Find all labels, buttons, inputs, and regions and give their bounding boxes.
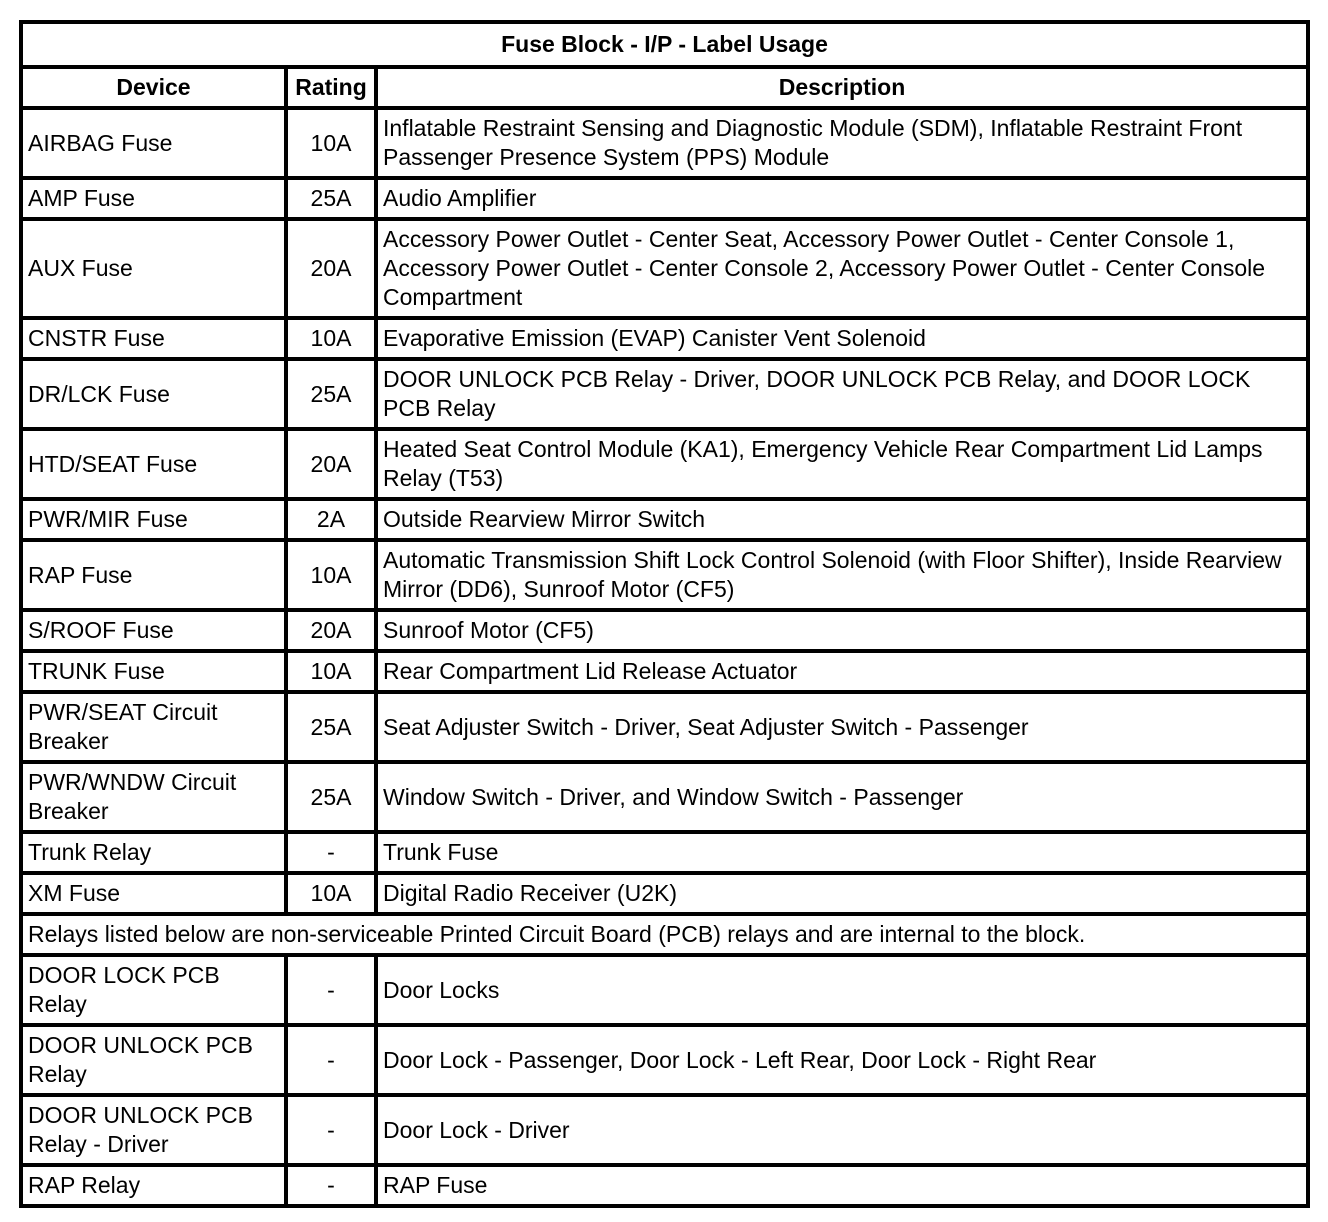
device-cell: HTD/SEAT Fuse (21, 429, 286, 499)
rating-cell: 2A (286, 499, 376, 540)
table-row (21, 1025, 1308, 1095)
device-cell: DOOR UNLOCK PCB Relay (21, 1025, 286, 1095)
description-cell: Sunroof Motor (CF5) (376, 610, 1308, 651)
description-cell: Audio Amplifier (376, 178, 1308, 219)
table-row (21, 499, 1308, 540)
column-header-description: Description (376, 67, 1308, 108)
device-cell: DOOR LOCK PCB Relay (21, 955, 286, 1025)
description-cell: Door Lock - Passenger, Door Lock - Left Rear, Door Lock - Right Rear (376, 1025, 1308, 1095)
device-cell: AIRBAG Fuse (21, 108, 286, 178)
table-row (21, 108, 1308, 178)
table-row (21, 318, 1308, 359)
table-body (21, 108, 1308, 1206)
table-row (21, 178, 1308, 219)
table-row (21, 832, 1308, 873)
table-row (21, 1165, 1308, 1206)
fuse-block-table (19, 20, 1310, 1208)
description-cell: Heated Seat Control Module (KA1), Emergency Vehicle Rear Compartment Lid Lamps Relay (T53) (376, 429, 1308, 499)
table-row (21, 762, 1308, 832)
device-cell: PWR/MIR Fuse (21, 499, 286, 540)
device-cell: TRUNK Fuse (21, 651, 286, 692)
description-cell: Seat Adjuster Switch - Driver, Seat Adjuster Switch - Passenger (376, 692, 1308, 762)
relay-note: Relays listed below are non-serviceable Printed Circuit Board (PCB) relays and are internal to the block. (21, 914, 1308, 955)
rating-cell: - (286, 832, 376, 873)
column-header-rating: Rating (286, 67, 376, 108)
device-cell: AMP Fuse (21, 178, 286, 219)
description-cell: Inflatable Restraint Sensing and Diagnostic Module (SDM), Inflatable Restraint Front Passenger Presence System (PPS) Module (376, 108, 1308, 178)
device-cell: RAP Fuse (21, 540, 286, 610)
rating-cell: 25A (286, 359, 376, 429)
table-title: Fuse Block - I/P - Label Usage (21, 22, 1308, 67)
table-row (21, 692, 1308, 762)
rating-cell: 10A (286, 540, 376, 610)
title-row (21, 22, 1308, 67)
device-cell: CNSTR Fuse (21, 318, 286, 359)
description-cell: Automatic Transmission Shift Lock Control Solenoid (with Floor Shifter), Inside Rearview Mirror (DD6), Sunroof Motor (CF5) (376, 540, 1308, 610)
device-cell: RAP Relay (21, 1165, 286, 1206)
rating-cell: 10A (286, 318, 376, 359)
device-cell: PWR/SEAT Circuit Breaker (21, 692, 286, 762)
rating-cell: - (286, 1165, 376, 1206)
description-cell: Trunk Fuse (376, 832, 1308, 873)
device-cell: XM Fuse (21, 873, 286, 914)
description-cell: Door Locks (376, 955, 1308, 1025)
table-row (21, 219, 1308, 318)
table-row (21, 540, 1308, 610)
rating-cell: 25A (286, 692, 376, 762)
device-cell: DOOR UNLOCK PCB Relay - Driver (21, 1095, 286, 1165)
rating-cell: - (286, 1095, 376, 1165)
rating-cell: 20A (286, 219, 376, 318)
table-row (21, 651, 1308, 692)
column-header-device: Device (21, 67, 286, 108)
device-cell: PWR/WNDW Circuit Breaker (21, 762, 286, 832)
description-cell: RAP Fuse (376, 1165, 1308, 1206)
description-cell: Rear Compartment Lid Release Actuator (376, 651, 1308, 692)
device-cell: AUX Fuse (21, 219, 286, 318)
fuse-table-container (19, 20, 1310, 1208)
device-cell: S/ROOF Fuse (21, 610, 286, 651)
description-cell: DOOR UNLOCK PCB Relay - Driver, DOOR UNLOCK PCB Relay, and DOOR LOCK PCB Relay (376, 359, 1308, 429)
table-row (21, 359, 1308, 429)
header-row (21, 67, 1308, 108)
rating-cell: - (286, 1025, 376, 1095)
description-cell: Window Switch - Driver, and Window Switch - Passenger (376, 762, 1308, 832)
rating-cell: 10A (286, 873, 376, 914)
table-row (21, 955, 1308, 1025)
device-cell: Trunk Relay (21, 832, 286, 873)
rating-cell: 10A (286, 651, 376, 692)
description-cell: Evaporative Emission (EVAP) Canister Vent Solenoid (376, 318, 1308, 359)
table-row (21, 610, 1308, 651)
description-cell: Accessory Power Outlet - Center Seat, Accessory Power Outlet - Center Console 1, Accessory Power Outlet - Center Console 2, Accessory Power Outlet - Center Console Compartment (376, 219, 1308, 318)
description-cell: Door Lock - Driver (376, 1095, 1308, 1165)
table-row (21, 1095, 1308, 1165)
rating-cell: 10A (286, 108, 376, 178)
description-cell: Outside Rearview Mirror Switch (376, 499, 1308, 540)
rating-cell: 20A (286, 610, 376, 651)
rating-cell: 25A (286, 762, 376, 832)
note-row (21, 914, 1308, 955)
device-cell: DR/LCK Fuse (21, 359, 286, 429)
description-cell: Digital Radio Receiver (U2K) (376, 873, 1308, 914)
rating-cell: - (286, 955, 376, 1025)
table-row (21, 873, 1308, 914)
table-row (21, 429, 1308, 499)
rating-cell: 25A (286, 178, 376, 219)
rating-cell: 20A (286, 429, 376, 499)
